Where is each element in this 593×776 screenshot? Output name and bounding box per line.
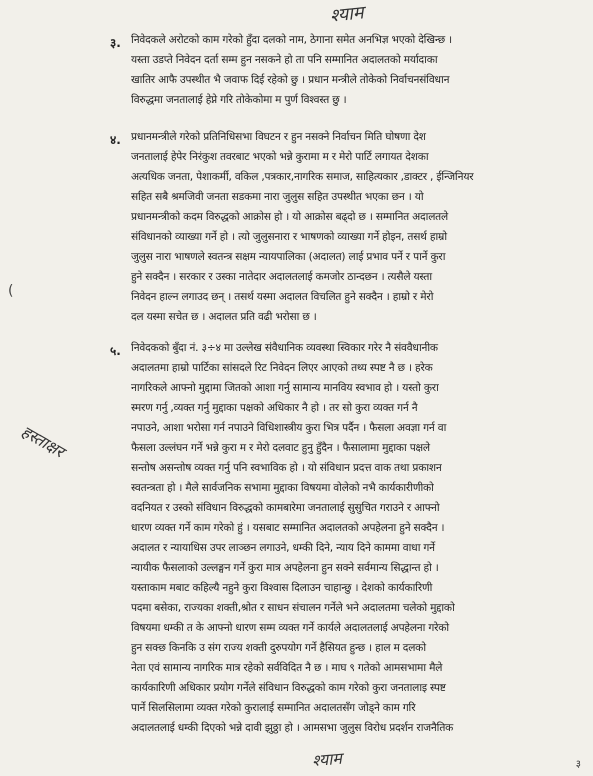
paragraph-line: यस्ताकाम मबाट कहिल्यै नहुने कुरा विश्वास दिलाउन चाहान्छु । देशको कार्यकारिणी <box>131 582 433 594</box>
paragraph-line: अदालत र न्यायाधिस उपर लाञ्छन लगाउने, धम्की दिने, न्याय दिने काममा वाधा गर्ने <box>131 542 435 554</box>
paragraph-line: खातिर आफै उपस्थीत भै जवाफ दिई रहेको छु । प्रधान मन्त्रीले तोकेको निर्वाचनसंविधान <box>131 74 450 86</box>
footer-signature: श्याम <box>311 748 343 771</box>
paragraph-line: निवेदकको बुँदा नं. ३÷४ मा उल्लेख संवैधानिक व्यवस्था स्विकार गरेर नै संववैधानीक <box>131 342 438 354</box>
paragraph-number: ५. <box>110 344 121 358</box>
paragraph-line: सन्तोष असन्तोष व्यक्त गर्नु पनि स्वभाविक हो । यो संविधान प्रदत्त वाक तथा प्रकाशन <box>131 462 442 474</box>
paragraph-line: वदनियत र उस्को संविधान विरुद्धको कामबारेमा जनतालाई सुसुचित गराउने र आफ्नो <box>131 502 440 514</box>
paragraph-line: नेता एवं सामान्य नागरिक मात्र रहेको सर्वविदित नै छ । माघ ९ गतेको आमसभामा मैले <box>131 662 443 674</box>
paragraph-line: अदालतलाई धम्की दिएको भन्ने दावी झुठ्ठा हो । आमसभा जुलुस विरोध प्रदर्शन राजनैतिक <box>131 722 454 734</box>
header-signature: श्याम <box>329 2 365 27</box>
paragraph-line: नागरिकले आफ्नो मुद्दामा जितको आशा गर्नु सामान्य मानविय स्वभाव हो । यस्तो कुरा <box>131 382 439 394</box>
paragraph-line: धारण व्यक्त गर्ने काम गरेको हुं । यसबाट सम्मानित अदालतको अपहेलना हुने सक्दैन । <box>131 522 445 534</box>
paragraph-line: फैसला उल्लंघन गर्ने भन्ने कुरा म र मेरो दलवाट हुनु हुँदैन । फैसालामा मुद्दाका पक्षले <box>131 442 430 454</box>
paragraph-line: अत्यधिक जनता, पेशाकर्मी, वकिल ,पत्रकार,नागरिक समाज, साहित्यकार ,डाक्टर , ईन्जिनियर <box>131 171 474 183</box>
paragraph-line: नपाउने, आशा भरोसा गर्न नपाउने विधिशास्त्रीय कुरा भित्र पर्दैन । फैसला अवज्ञा गर्न वा <box>131 422 447 434</box>
paragraph-line: प्रधानमन्त्रीले गरेको प्रतिनिधिसभा विघटन र हुन नसक्ने निर्वाचन मिति घोषणा देश <box>131 131 426 143</box>
paragraph-line: हुने सक्दैन । सरकार र उस्का नातेदार अदालतलाई कमजोर ठान्दछन । त्यसैले यस्ता <box>131 271 432 283</box>
margin-mark: ( <box>8 283 14 299</box>
paragraph-line: पार्ने सिलसिलामा व्यक्त गरेको कुरालाई सम्मानित अदालतसँग जोड्ने काम गरि <box>131 702 416 714</box>
paragraph-line: संविधानको व्याख्या गर्ने हो । त्यो जुलुसनारा र भाषणको व्याख्या गर्ने होइन, तसर्थ हाम्रो <box>131 231 447 243</box>
paragraph-line: दल यस्मा सचेत छ । अदालत प्रति वढी भरोसा छ । <box>131 311 317 323</box>
margin-signature: हस्ताक्षर <box>18 421 68 462</box>
page-number: ३ <box>575 759 581 770</box>
paragraph-line: निवेदकले अरोटको काम गरेको हुँदा दलको नाम, ठेगाना समेत अनभिज्ञ भएको देखिन्छ । <box>131 34 452 46</box>
paragraph-line: स्मरण गर्नु ,व्यक्त गर्नु मुद्दाका पक्षको अधिकार नै हो । तर सो कुरा व्यक्त गर्न नै <box>131 402 418 414</box>
paragraph-line: स्वतन्त्रता हो । मैले सार्वजनिक सभामा मुद्दाका विषयमा वोलेको नभै कार्यकारीणीको <box>131 482 434 494</box>
paragraph-number: ४. <box>110 133 121 147</box>
paragraph-line: हुन सक्छ किनकि उ संग राज्य शक्ती दुरुपयोग गर्ने हैसियत हुन्छ । हाल म दलको <box>131 642 426 654</box>
paragraph-line: सहित सबै श्रमजिवी जनता सडकमा नारा जुलुस सहित उपस्थीत भएका छन । यो <box>131 191 424 203</box>
paragraph-number: ३. <box>110 36 121 50</box>
paragraph-line: अदालतमा हाम्रो पार्टिका सांसदले रिट निवेदन लिएर आएको तथ्य स्पष्ट नै छ । हरेक <box>131 362 433 374</box>
paragraph-line: निवेदन हाल्न लगाउद छन् । तसर्थ यस्मा अदालत विचलित हुने सक्दैन । हाम्रो र मेरो <box>131 291 434 303</box>
paragraph-line: जुलुस नारा भाषणले स्वतन्त्र सक्षम न्यायपालिका (अदालत) लाई प्रभाव पर्ने र पार्ने कुरा <box>131 251 446 263</box>
paragraph-line: विषयमा धम्की त के आफ्नो धारण सम्म व्यक्त गर्ने कार्यले अदालतलाई अपहेलना गरेको <box>131 622 449 634</box>
paragraph-line: विरुद्धमा जनतालाई हेप्ने गरि तोकेकोमा म पुर्ण विश्वस्त छु । <box>131 94 347 106</box>
paragraph-line: प्रधानमन्त्रीको कदम विरुद्धको आक्रोस हो । यो आक्रोस बढ्दो छ । सम्मानित अदालतले <box>131 211 448 223</box>
paragraph-line: यस्ता उडप्ते निवेदन दर्ता सम्म हुन नसकने हो ता पनि सम्मानित अदालतको मर्यादाका <box>131 54 438 66</box>
paragraph-line: जनतालाई हेपेर निरंकुश तवरबाट भएको भन्ने कुरामा म र मेरो पार्टि लगायत देशका <box>131 151 429 163</box>
paragraph-line: न्यायीक फैसलाको उल्लङ्घन गर्ने कुरा मात्र अपहेलना हुन सक्ने सर्वमान्य सिद्धान्त हो । <box>131 562 439 574</box>
paragraph-line: पदमा बसेका, राज्यका शक्ती,श्रोत र साधन संचालन गर्नेले भने अदालतमा चलेको मुद्दाको <box>131 602 455 614</box>
paragraph-line: कार्यकारिणी अधिकार प्रयोग गर्नेले संविधान विरुद्धको काम गरेको कुरा जनतालाइ स्पष्ट <box>131 682 446 694</box>
